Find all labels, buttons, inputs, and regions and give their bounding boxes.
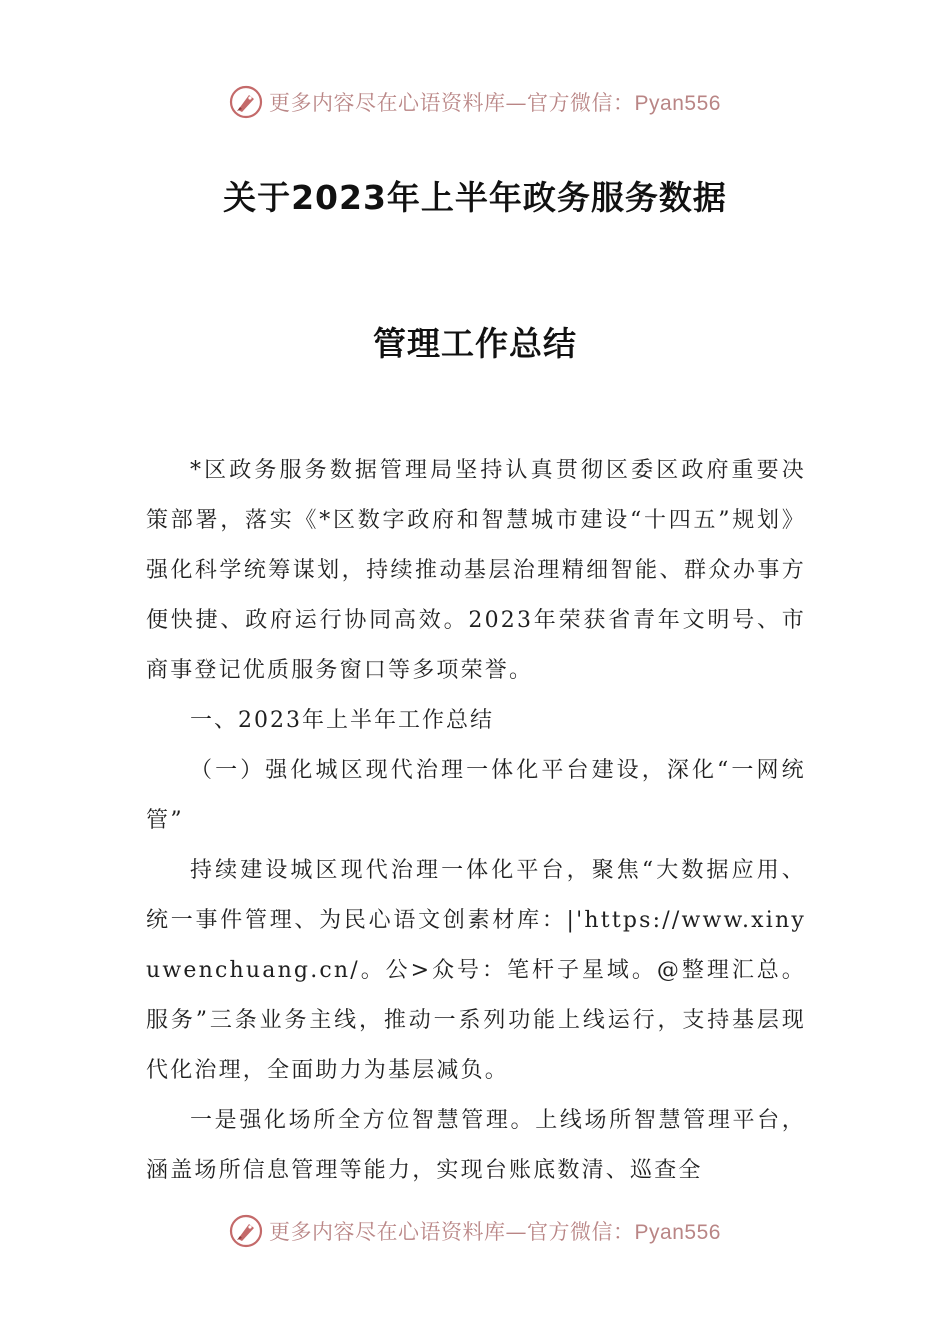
venue-management-paragraph: 一是强化场所全方位智慧管理。上线场所智慧管理平台，涵盖场所信息管理等能力，实现台账底数清、巡查全 — [146, 1108, 806, 1183]
section-heading: 一、2023年上半年工作总结 — [190, 708, 494, 733]
pen-nib-logo-icon — [229, 1214, 263, 1248]
intro-paragraph: *区政务服务数据管理局坚持认真贯彻区委区政府重要决策部署，落实《*区数字政府和智慧城市建设“十四五”规划》强化科学统筹谋划，持续推动基层治理精细智能、群众办事方便快捷、政府运行协同高效。2023年荣获省青年文明号、市商事登记优质服务窗口等多项荣誉。 — [146, 458, 806, 683]
watermark-text: 更多内容尽在心语资料库—官方微信：Pyan556 — [269, 1220, 721, 1244]
pen-nib-logo-icon — [229, 85, 263, 119]
watermark-text: 更多内容尽在心语资料库—官方微信：Pyan556 — [269, 91, 721, 115]
watermark-banner-top — [0, 82, 950, 122]
document-body — [146, 446, 806, 1196]
document-title-line-2: 管理工作总结 — [373, 324, 577, 363]
document-title-line-1: 关于2023年上半年政务服务数据 — [223, 178, 727, 217]
subsection-heading: （一）强化城区现代治理一体化平台建设，深化“一网统管” — [146, 758, 806, 833]
watermark-banner-bottom — [0, 1211, 950, 1251]
platform-paragraph: 持续建设城区现代治理一体化平台，聚焦“大数据应用、统一事件管理、为民心语文创素材库：|'https://www.xinyuwenchuang.cn/。公>众号：笔杆子星域。@整理汇总。服务”三条业务主线，推动一系列功能上线运行，支持基层现代化治理，全面助力为基层减负。 — [146, 858, 806, 1083]
